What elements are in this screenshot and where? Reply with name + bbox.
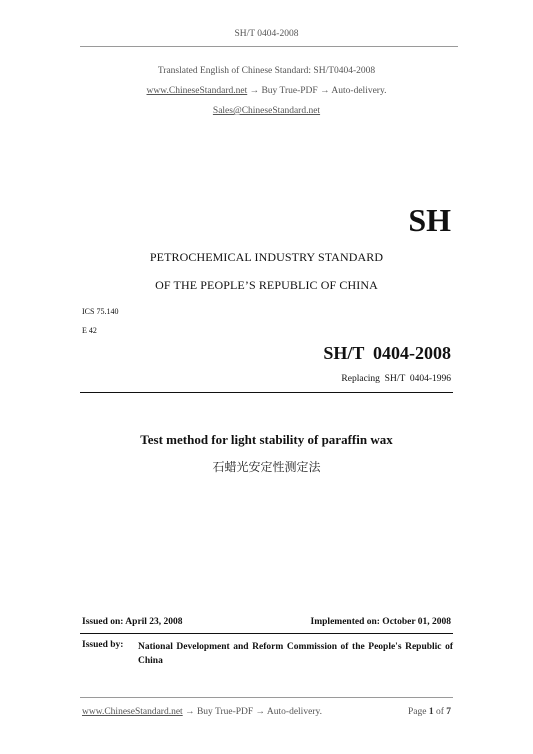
footer-site-link[interactable]: www.ChineseStandard.net bbox=[82, 707, 183, 717]
page-indicator bbox=[408, 707, 451, 717]
translation-line: Translated English of Chinese Standard: SH/T0404-2008 bbox=[157, 66, 376, 76]
header-divider bbox=[80, 46, 458, 47]
issue-divider bbox=[80, 633, 453, 634]
site-link[interactable]: www.ChineseStandard.net bbox=[146, 86, 248, 96]
page-number: 1 bbox=[428, 707, 434, 717]
issued-by-text: National Development and Reform Commission of the People's Republic of China bbox=[138, 642, 453, 666]
purchase-line bbox=[0, 86, 533, 96]
ics-code: ICS 75.140 bbox=[82, 307, 119, 316]
page-total: 7 bbox=[446, 707, 451, 717]
document-number: SH/T 0404-2008 bbox=[323, 343, 451, 363]
ccs-code: E 42 bbox=[82, 326, 97, 335]
of-label: of bbox=[435, 707, 444, 717]
standard-mark: SH bbox=[408, 202, 451, 238]
purchase-text: → Buy True-PDF → Auto-delivery. bbox=[247, 86, 387, 96]
footer-divider bbox=[80, 697, 453, 698]
implemented-date: Implemented on: October 01, 2008 bbox=[310, 617, 451, 627]
email-link[interactable]: Sales@ChineseStandard.net bbox=[212, 106, 321, 116]
replacing-note: Replacing SH/T 0404-1996 bbox=[341, 374, 451, 384]
footer-purchase-text: → Buy True-PDF → Auto-delivery. bbox=[182, 707, 322, 717]
email-line bbox=[0, 106, 533, 116]
title-chinese: 石蜡光安定性测定法 bbox=[212, 460, 321, 474]
page-label: Page bbox=[407, 707, 427, 717]
issued-date: Issued on: April 23, 2008 bbox=[82, 617, 183, 627]
issued-by-label: Issued by: bbox=[82, 640, 124, 650]
footer-purchase bbox=[82, 707, 322, 717]
running-header: SH/T 0404-2008 bbox=[234, 29, 299, 39]
industry-line-1: PETROCHEMICAL INDUSTRY STANDARD bbox=[149, 250, 384, 264]
title-english: Test method for light stability of paraffin wax bbox=[140, 432, 393, 447]
title-divider bbox=[80, 392, 453, 393]
industry-line-2: OF THE PEOPLE’S REPUBLIC OF CHINA bbox=[155, 278, 378, 292]
